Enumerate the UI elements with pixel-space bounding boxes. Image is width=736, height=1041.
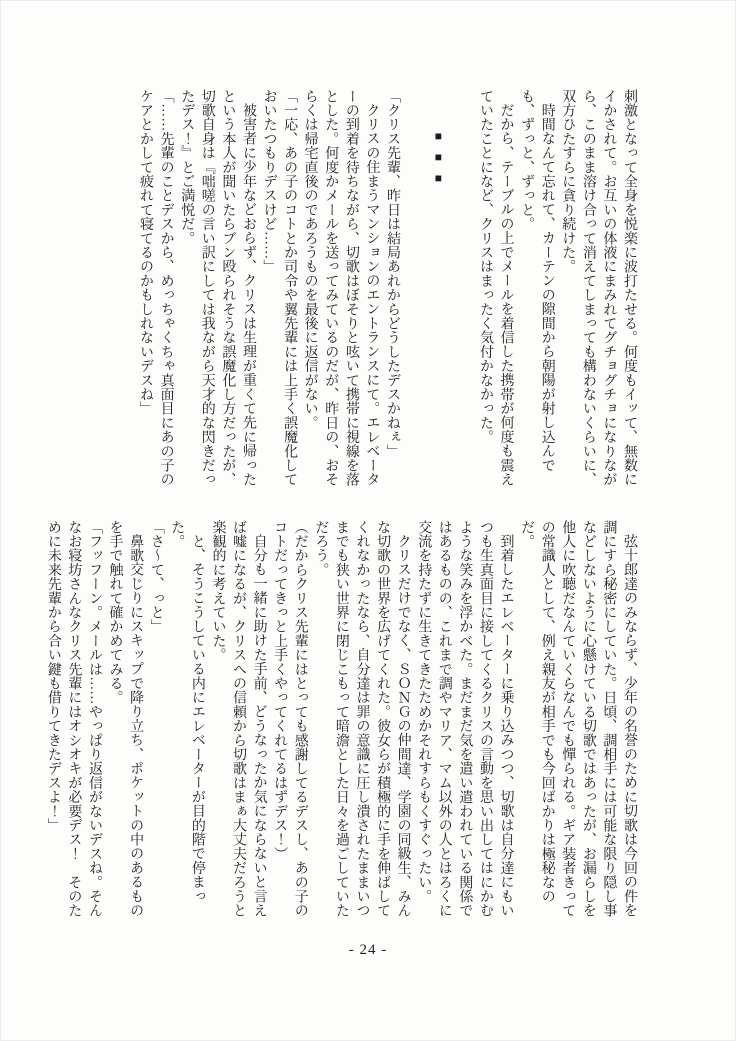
paragraph: 「一応、あの子のコトとか司令や翼先輩には上手く誤魔化しておいたつもりデスけど……」 [261, 89, 298, 487]
section-break: ■■■ [431, 129, 446, 192]
paragraph: と、そうこうしている内にエレベーターが目的階で停まった。 [169, 520, 205, 904]
paragraph: 鼻歌交じりにスキップで降り立ち、ポケットの中のあるものを手で触れて確かめてみる。 [107, 520, 144, 918]
paragraph: だから、テーブルの上でメールを着信した携帯が何度も震えていたことになど、クリスはまったく気付かなかった。 [477, 89, 514, 487]
paragraph: 刺激となって全身を悦楽に波打たせる。何度もイッて、無数にイかされて。お互いの体液にまみれてグチョグチョになりながら、このまま溶け合って消えてしまっても構わないくらいに、双方ひたすらに貪り続けた。 [560, 89, 637, 487]
paragraph: 「クリス先輩、昨日は結局あれからどうしたデスかねぇ」 [384, 89, 400, 459]
paragraph: 「……先輩のことデスから、めっちゃくちゃ真面目にあの子のケアとかして疲れて寝てるのかもしれないデスね」 [138, 89, 174, 487]
paragraph: 到着したエレベーターに乗り込みつつ、切歌は自分達にもいつも生真面目に接してくるクリスの言動を思い出してはにかむような笑みを浮かべた。まだまだ気を遣い遣われている関係ではあるものの、これまで調やマリア、マム以外の人とはろくに交流を持たずに生きてきたためかそれすらもくすぐったい。 [416, 520, 514, 918]
paragraph: クリスだけでなく、ＳＯＮＧの仲間達、学園の同級生、みんな切歌の世界を広げてくれた。彼女らが積極的に手を伸ばしてくれなかったなら、自分達は罪の意識に圧し潰されたままいつまでも狭い世界に閉じこもって暗澹とした日々を過ごしていただろう。 [313, 520, 411, 918]
paragraph: 時間なんて忘れて、カーテンの隙間から朝陽が射し込んでも、ずっと、ずっと。 [519, 89, 555, 473]
paragraph: 「さ〜て、っと」 [148, 520, 164, 634]
paragraph: クリスの住まうマンションのエントランスにて。エレベーターの到着を待ちながら、切歌はぼそりと呟いて携帯に視線を落とした。何度かメールを送ってみているのだが、昨日の、おそらくは帰宅直後のであろうものを最後に返信がない。 [302, 89, 380, 487]
page-number: - 24 - [348, 942, 388, 958]
paragraph: 被害者に少年などおらず、クリスは生理が重くて先に帰ったという本人が聞いたらブン殴られそうな誤魔化し方だったが、切歌自身は『咄嗟の言い訳にしては我ながら天才的な閃きだったデス！』とご満悦だ。 [179, 89, 256, 487]
paragraph: （だからクリス先輩にはとっても感謝してるデスし、あの子のコトだってきっと上手くやってくれてるはずデス！） [272, 520, 308, 918]
paragraph: 自分も一緒に助けた手前、どうなったか気にならないと言えば嘘になるが、クリスへの信頼から切歌はまぁ大丈夫だろうと楽観的に考えていた。 [210, 520, 267, 918]
lower-text-block [42, 520, 639, 928]
upper-text-block [134, 89, 639, 497]
paragraph: 「フッフーン。メールは……やっぱり返信がないデスね。そんなお寝坊さんなクリス先輩にはオシオキが必要デス！ そのために未来先輩から合い鍵も借りてきたデスよ！」 [45, 520, 102, 918]
paragraph: 弦十郎達のみならず、少年の名誉のために切歌は今回の件を調にすら秘密にしていた。日頃、調相手には可能な限り隠し事などしないように心懸けている切歌ではあったが、お漏らしを他人に吹聴だなんていくらなんでも憚られる。ギア装者きっての常識人として、例え親友が相手でも今回ばかりは極秘なのだ。 [519, 520, 637, 918]
